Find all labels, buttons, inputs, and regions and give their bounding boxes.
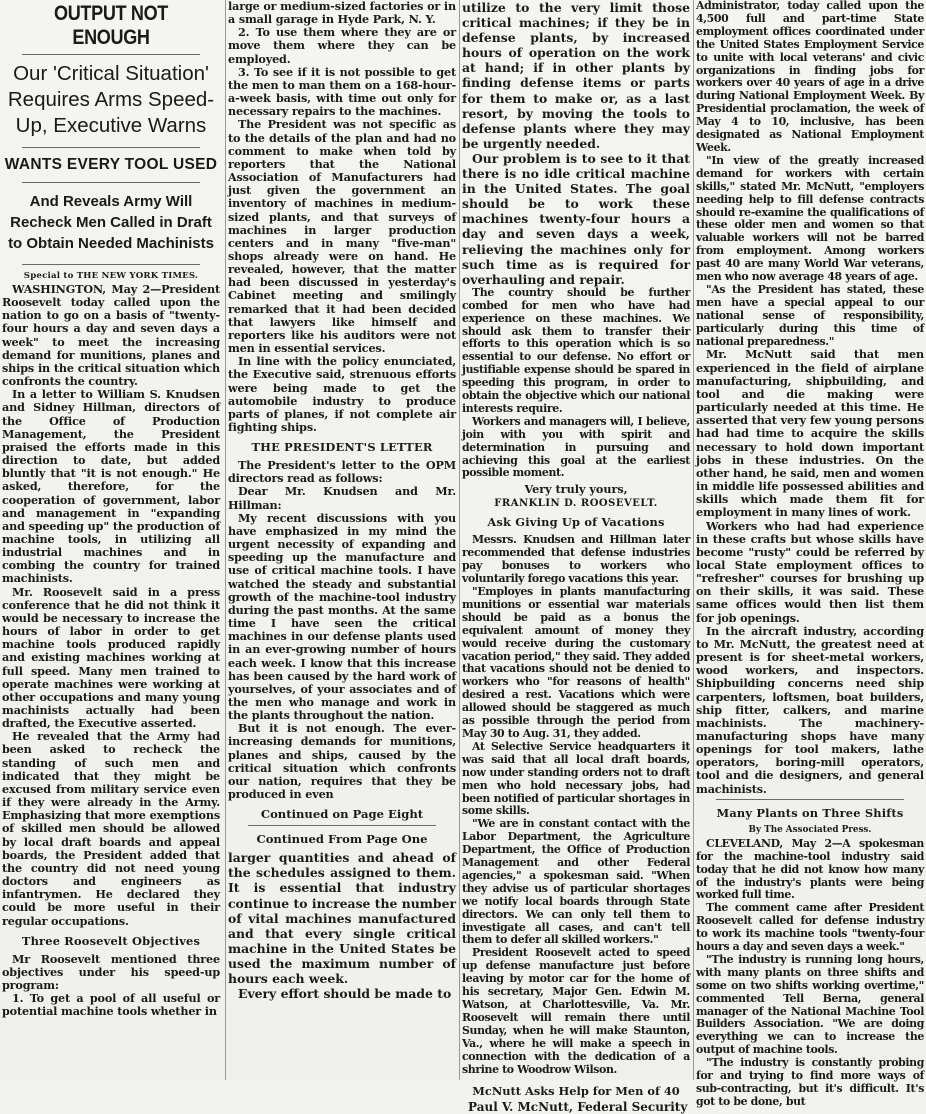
paragraph: He revealed that the Army had been asked to recheck the standing of such men and indicated that they might be excused from military service even if they were already in the Army. Emphasizing that more exemptions of skilled men should be allowed by local draft boards and appeal boards, the President added that the country did not need young doctors and engineers as infantrymen. He declared they could be more useful in their regular occupations. [2,729,220,928]
paragraph: "We are in constant contact with the Labor Department, the Agriculture Department, the Office of Production Management and other Federal agencies," a spokesman said. "When they advise us of particular shortages we notify local boards through State directors. We can only tell them to investigate all cases, and can't tell them to defer all skilled workers." [462,817,690,947]
section-divider [716,799,904,800]
subhead: McNutt Asks Help for Men of 40 [472,1084,680,1099]
headline-top: OUTPUT NOT ENOUGH [54,2,168,49]
paragraph: In the aircraft industry, according to Mr. McNutt, the greatest need at present is for sheet-metal workers, wood workers, and inspectors. Shipbuilding concerns need ship carpenters, loftsmen, boat builders, ship fitter, calkers, and marine machinists. The machinery-manufacturing shops have many openings for tool makers, lathe operators, boring-mill operators, tool and die designers, and general machinists. [696,623,924,796]
column-1 [2,0,224,1080]
column-3 [462,0,690,1114]
column-rule [693,0,694,1080]
paragraph: Every effort should be made to [238,986,452,1002]
salutation: Dear Mr. Knudsen and Mr. Hillman: [228,484,456,512]
paragraph: utilize to the very limit those critical machines; if they be in defense plants, by increased hours of operation on the work at hand; if in other plants by finding defense items or parts for them to make or, as a last resort, by moving the tools to defense plants where they may be urgently needed. [462,0,690,151]
paragraph: But it is not enough. The ever-increasing demands for munitions, planes and ships, caused by the critical situation which confronts our nation, requires that they be produced in even [228,721,456,802]
headline-subdeck: And Reveals Army Will Recheck Men Called in Draft to Obtain Needed Machinists [8,193,214,252]
paragraph: At Selective Service headquarters it was said that all local draft boards, now under standing orders not to draft men who hold necessary jobs, had been notified of particular shortages in some skills. [462,739,690,818]
headline-divider [22,182,200,183]
paragraph: WASHINGTON, May 2—President Roosevelt today called upon the nation to go on a basis of "twenty-four hours a day and seven days a week" to meet the increasing demand for munitions, planes and ships in the critical situation which confronts the country. [2,282,220,389]
column-rule [225,0,226,1080]
paragraph: Mr Roosevelt mentioned three objectives under his speed-up program: [2,951,220,992]
paragraph: The comment came after President Roosevelt called for defense industry to work its machine tools "twenty-four hours a day and seven days a week." [696,901,924,954]
paragraph: In a letter to William S. Knudsen and Sidney Hillman, directors of the Office of Production Management, the President praised the efforts made in this direction to date, but added bluntly that "it is not enough." He asked, therefore, for the cooperation of government, labor and management in "expanding and speeding up" the production of machine tools, in utilizing all industrial machines and in combing the country for trained machinists. [2,387,220,586]
paragraph: Messrs. Knudsen and Hillman later recommended that defense industries pay bonuses to workers who voluntarily forego vacations this year. [462,533,690,586]
paragraph: CLEVELAND, May 2—A spokesman for the machine-tool industry said today that he did not know how many of the industry's plants were being worked full time. [696,836,924,902]
paragraph: The President's letter to the OPM directors read as follows: [228,458,456,486]
column-4 [696,0,924,1108]
paragraph: Administrator, today called upon the 4,500 full and part-time State employment offices coordinated under the United States Employment Service to unite with local veterans' and civic organizations in finding jobs for workers over 40 years of age in a drive during National Employment Week. By Presidential proclamation, the week of May 4 to 10, inclusive, has been designated as National Employment Week. [696,0,924,154]
paragraph: "As the President has stated, these men have a special appeal to our national sense of responsibility, particularly during this time of national preparedness." [696,282,924,348]
continued-on: Continued on Page Eight [260,807,424,822]
column-2 [228,0,456,1080]
paragraph: Mr. Roosevelt said in a press conference that he did not think it would be necessary to increase the hours of labor in order to get machine tools produced rapidly and existing machines working at full speed. Many men trained to operate machines were working at other occupations and many young machinists actually had been drafted, the Executive asserted. [2,584,220,731]
paragraph: larger quantities and ahead of the schedules assigned to them. It is essential that industry continue to increase the number of vital machines manufactured and that every single critical machine in the United States be used the maximum number of hours each week. [228,850,456,986]
paragraph: 1. To get a pool of all useful or potential machine tools whether in [2,991,220,1019]
paragraph: President Roosevelt acted to speed up defense manufacture just before leaving by motor car for the home of his secretary, Major Gen. Edwin M. Watson, at Charlottesville, Va. Mr. Roosevelt will remain there until Sunday, when he will make Staunton, Va., where he will make a speech in connection with the dedication of a shrine to Woodrow Wilson. [462,946,690,1076]
paragraph: "Employes in plants manufacturing munitions or essential war materials should be paid as a bonus the equivalent amount of money they would receive during the customary vacation period," they said. They added that vacations should not be denied to workers who "for reasons of health" desired a rest. Vacations which were allowed should be staggered as much as possible through the period from May 30 to Aug. 31, they added. [462,585,690,740]
paragraph: Workers and managers will, I believe, join with you with spirit and determination in pursuing and achieving this goal at the earliest possible moment. [462,414,690,480]
continued-from: Continued From Page One [256,832,428,847]
subhead: THE PRESIDENT'S LETTER [251,440,433,455]
letter-closing: Very truly yours, [524,482,628,497]
letter-signature: FRANKLIN D. ROOSEVELT. [494,498,658,510]
special-credit: Special to THE NEW YORK TIMES. [23,271,199,281]
paragraph: The President was not specific as to the details of the plan and had no comment to make when told by reporters that the National Association of Manufacturers had just given the government an inventory of machines in medium-sized plants, and that surveys of machines in larger production centers and in many "five-man" shops already were on hand. He revealed, however, that the matter had been discussed in yesterday's Cabinet meeting and smilingly remarked that it had been decided that lawyers like himself and reporters like his auditors were not men in essential services. [228,117,456,356]
paragraph: "The industry is constantly probing for and trying to find more ways of sub-contracting, but it's difficult. It's got to be done, but [696,1056,924,1108]
paragraph: In line with the policy enunciated, the Executive said, strenuous efforts were being made to get the automobile industry to produce parts of planes, if not complete air fighting ships. [228,354,456,434]
paragraph: large or medium-sized factories or in a small garage in Hyde Park, N. Y. [228,0,456,27]
paragraph: "The industry is running long hours, with many plants on three shifts and some on two shifts working overtime," commented Tell Berna, general manager of the National Machine Tool Builders Association. "We are doing everything we can to increase the output of machine tools. [696,952,924,1057]
paragraph: 3. To see if it is not possible to get the men to man them on a 168-hour-a-week basis, with time out only for necessary repairs to the machines. [228,64,456,119]
paragraph: My recent discussions with you have emphasized in my mind the urgent necessity of expanding and speeding up the manufacture and use of critical machine tools. I have watched the steady and substantial growth of the machine-tool industry during the past months. At the same time I have seen the critical machines in our defense plants used in an ever-growing number of hours each week. I know that this increase has been caused by the hard work of yourselves, of your associates and of the men who manage and work in the plants throughout the nation. [228,510,456,723]
subhead: Ask Giving Up of Vacations [487,515,665,530]
headline-deck: Our 'Critical Situation' Requires Arms Speed-Up, Executive Warns [7,62,215,137]
headline-divider [22,264,200,265]
paragraph: The country should be further combed for men who have had experience on these machines. We should ask them to transfer their efforts to this operation which is so essential to our defense. No effort or justifiable expense should be spared in speeding this program, in order to obtain the objective which our national interests require. [462,285,690,415]
paragraph: 2. To use them where they are or move them where they can be employed. [228,25,456,66]
paragraph: Our problem is to see to it that there is no idle critical machine in the United States. The goal should be to work these machines twenty-four hours a day and seven days a week, relieving the machines only for such time as is required for overhauling and repair. [462,150,690,287]
subhead: Many Plants on Three Shifts [716,805,904,820]
headline-divider [22,54,200,55]
jump-divider [248,825,436,826]
paragraph: "In view of the greatly increased demand for workers with certain skills," stated Mr. McNutt, "employers needing help to fill defense contracts should re-examine the qualifications of these older men and women so that valuable workers will not be barred from employment. Among workers past 40 are many World War veterans, men who now average 48 years of age. [696,153,924,284]
paragraph: Workers who had had experience in these crafts but whose skills have become "rusty" could be referred by local State employment offices to "refresher" courses for brushing up on their skills, it was said. These same offices would then list them for job openings. [696,518,924,625]
paragraph-lead: Paul V. McNutt, Federal Security [468,1100,688,1114]
byline: By The Associated Press. [748,824,872,835]
headline-divider [22,147,200,148]
headline-caps: WANTS EVERY TOOL USED [4,156,218,173]
column-rule [459,0,460,1080]
paragraph: Mr. McNutt said that men experienced in the field of airplane manufacturing, shipbuilding, and tool and die making were particularly needed at this time. He asserted that very few young persons had had time to acquire the skills necessary to hold down important jobs in these industries. On the other hand, he said, men and women in middle life possessed abilities and skills which made them fit for employment in many lines of work. [696,347,924,520]
subhead: Three Roosevelt Objectives [21,933,201,948]
